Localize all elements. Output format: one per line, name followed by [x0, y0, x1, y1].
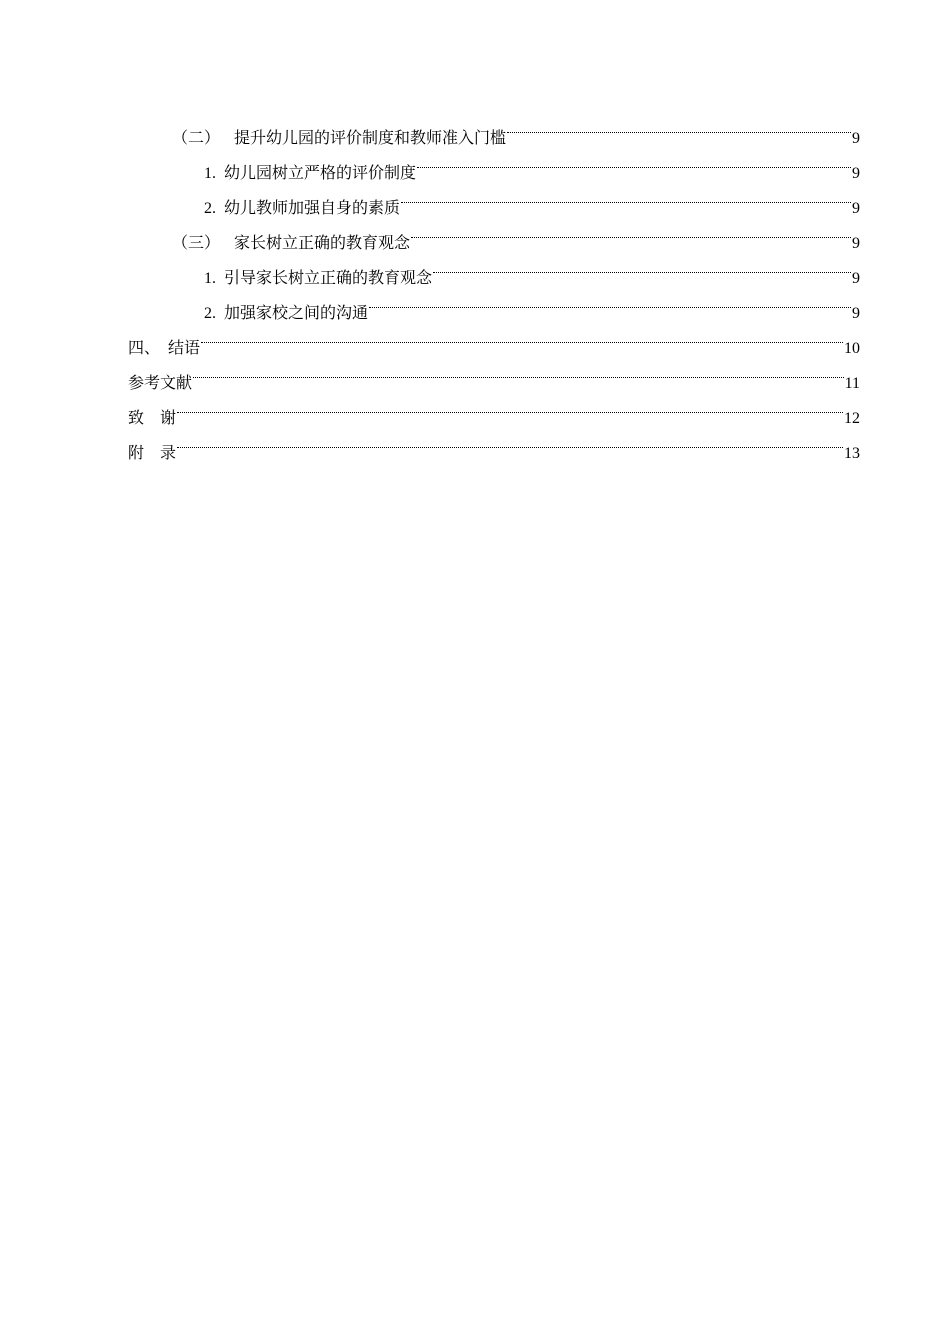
toc-entry[interactable]	[128, 318, 860, 357]
toc-dot-leader	[433, 248, 851, 283]
toc-entry-page: 9	[852, 305, 860, 322]
toc-entry-page: 12	[844, 410, 860, 427]
toc-dot-leader	[401, 178, 851, 213]
toc-entry-title: 幼儿园树立严格的评价制度	[224, 163, 417, 182]
toc-entry[interactable]	[128, 353, 860, 392]
toc-entry-number: （三）	[172, 235, 221, 252]
toc-entry[interactable]	[128, 388, 860, 427]
toc-dot-leader	[193, 353, 844, 388]
toc-entry-title: 提升幼儿园的评价制度和教师准入门槛	[234, 128, 507, 147]
toc-entry-page: 11	[844, 375, 860, 392]
toc-entry[interactable]	[128, 423, 860, 462]
toc-entry-title: 家长树立正确的教育观念	[234, 233, 411, 252]
toc-dot-leader	[417, 143, 851, 178]
toc-dot-leader	[507, 108, 851, 143]
toc-dot-leader	[369, 283, 851, 318]
toc-entry-page: 9	[852, 235, 860, 252]
toc-entry-title: 参考文献	[128, 373, 193, 392]
table-of-contents	[128, 108, 860, 462]
toc-entry-number: 1.	[204, 165, 216, 182]
toc-entry-page: 9	[852, 165, 860, 182]
toc-entry-page: 13	[844, 445, 860, 462]
toc-entry-number: 2.	[204, 305, 216, 322]
toc-entry-title: 加强家校之间的沟通	[224, 303, 369, 322]
toc-entry[interactable]	[128, 108, 860, 147]
toc-entry-page: 9	[852, 270, 860, 287]
toc-entry-page: 9	[852, 130, 860, 147]
toc-entry-title: 附 录	[128, 443, 177, 462]
toc-entry-title: 引导家长树立正确的教育观念	[224, 268, 433, 287]
toc-entry-title: 致 谢	[128, 408, 177, 427]
toc-entry-number: 1.	[204, 270, 216, 287]
toc-entry-title: 幼儿教师加强自身的素质	[224, 198, 401, 217]
toc-dot-leader	[177, 388, 843, 423]
toc-entry-number: 2.	[204, 200, 216, 217]
toc-dot-leader	[201, 318, 843, 353]
toc-entry-number: （二）	[172, 130, 221, 147]
toc-entry-page: 10	[844, 340, 860, 357]
toc-dot-leader	[177, 423, 843, 458]
toc-entry-title: 结语	[168, 338, 201, 357]
toc-entry-page: 9	[852, 200, 860, 217]
toc-entry-number: 四、	[128, 340, 161, 357]
toc-dot-leader	[411, 213, 851, 248]
